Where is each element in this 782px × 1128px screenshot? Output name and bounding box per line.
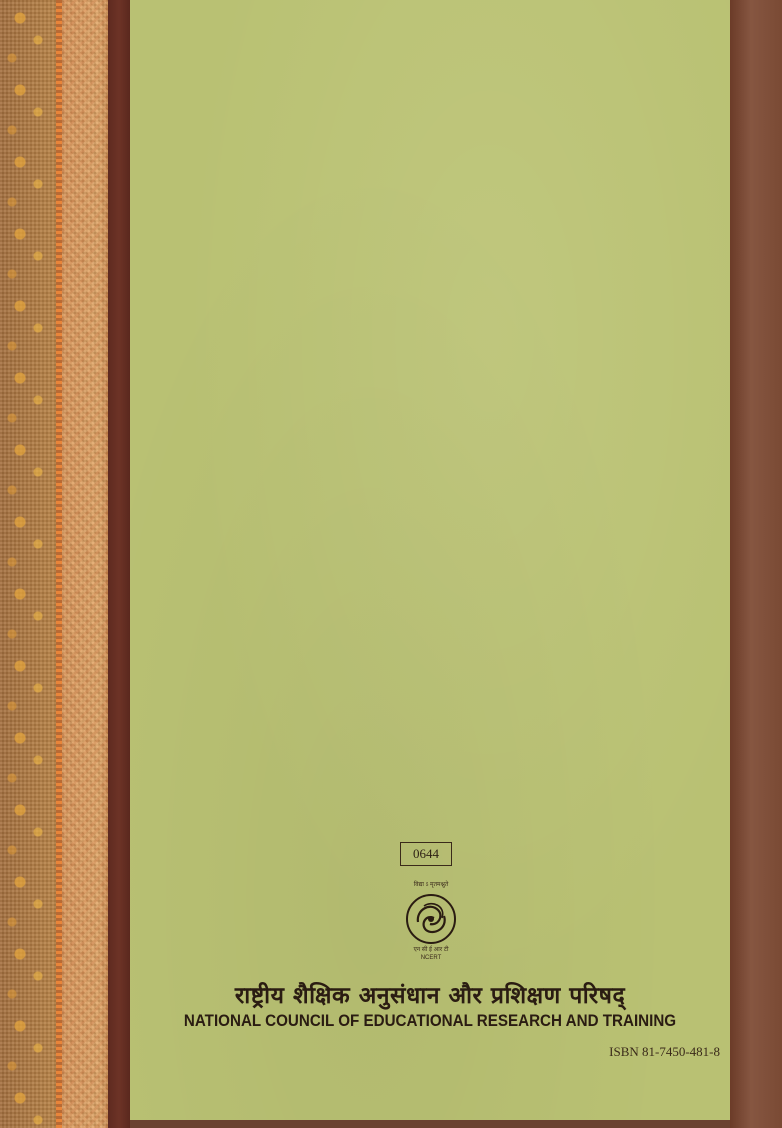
woven-border (0, 0, 108, 1128)
woven-band (62, 0, 108, 1128)
ncert-emblem-icon (402, 892, 460, 946)
woven-motif-pattern (0, 0, 56, 1128)
spine-strip (108, 0, 130, 1128)
ncert-logo (396, 880, 466, 970)
logo-caption-hindi: एन सी ई आर टी (413, 947, 449, 953)
book-code-box (400, 842, 452, 866)
logo-caption-abbr: NCERT (420, 955, 442, 961)
logo-motto: विद्या ऽ मृतमश्नुते (413, 882, 449, 888)
book-code: 0644 (413, 846, 439, 861)
logo-caption (396, 946, 466, 962)
publisher-name-english: NATIONAL COUNCIL OF EDUCATIONAL RESEARCH AND TRAINING (183, 1012, 677, 1030)
right-edge (730, 0, 782, 1128)
isbn-number: ISBN 81-7450-481-8 (609, 1044, 720, 1059)
bottom-edge (130, 1120, 730, 1128)
publisher-name-hindi: राष्ट्रीय शैक्षिक अनुसंधान और प्रशिक्षण परिषद् (234, 982, 626, 1009)
